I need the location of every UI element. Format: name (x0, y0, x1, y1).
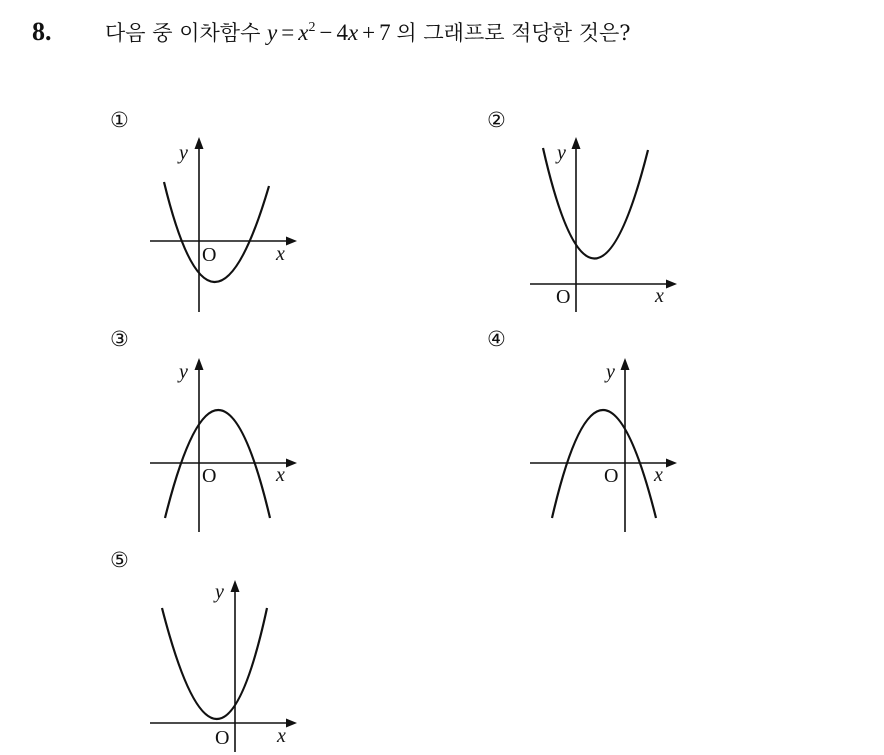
y-axis-label: y (557, 142, 566, 164)
y-axis-label: y (179, 361, 188, 383)
x-axis-label: x (277, 725, 286, 747)
y-axis-arrow-icon (231, 580, 240, 592)
x-axis-label: x (654, 464, 663, 486)
question-number: 8. (32, 17, 52, 46)
choice-number-4[interactable]: ④ (487, 327, 506, 351)
eq-plus: + (362, 20, 376, 45)
eq-x: x (298, 20, 309, 45)
choice-number-3[interactable]: ③ (110, 327, 129, 351)
x-axis-label: x (276, 243, 285, 265)
origin-label: O (556, 286, 571, 308)
y-axis-label: y (606, 361, 615, 383)
choice-number-2[interactable]: ② (487, 108, 506, 132)
eq-minus: − (319, 20, 333, 45)
origin-label: O (215, 727, 230, 749)
parabola-curve (162, 608, 267, 719)
eq-y: y (267, 20, 278, 45)
eq-coefficient: 4 (336, 20, 348, 45)
eq-equals: = (281, 20, 295, 45)
x-axis-label: x (655, 285, 664, 307)
choice-number-1[interactable]: ① (110, 108, 129, 132)
y-axis-label: y (179, 142, 188, 164)
x-axis-label: x (276, 464, 285, 486)
origin-label: O (604, 465, 619, 487)
eq-constant: 7 (379, 20, 391, 45)
question-suffix: 의 그래프로 적당한 것은? (396, 21, 631, 45)
x-axis-arrow-icon (286, 719, 297, 728)
origin-label: O (202, 465, 217, 487)
question-prefix: 다음 중 이차함수 (105, 21, 261, 45)
origin-label: O (202, 244, 217, 266)
eq-exponent: 2 (308, 20, 316, 35)
choice-number-5[interactable]: ⑤ (110, 548, 129, 572)
eq-x-linear: x (347, 20, 359, 45)
y-axis-label: y (215, 581, 224, 603)
